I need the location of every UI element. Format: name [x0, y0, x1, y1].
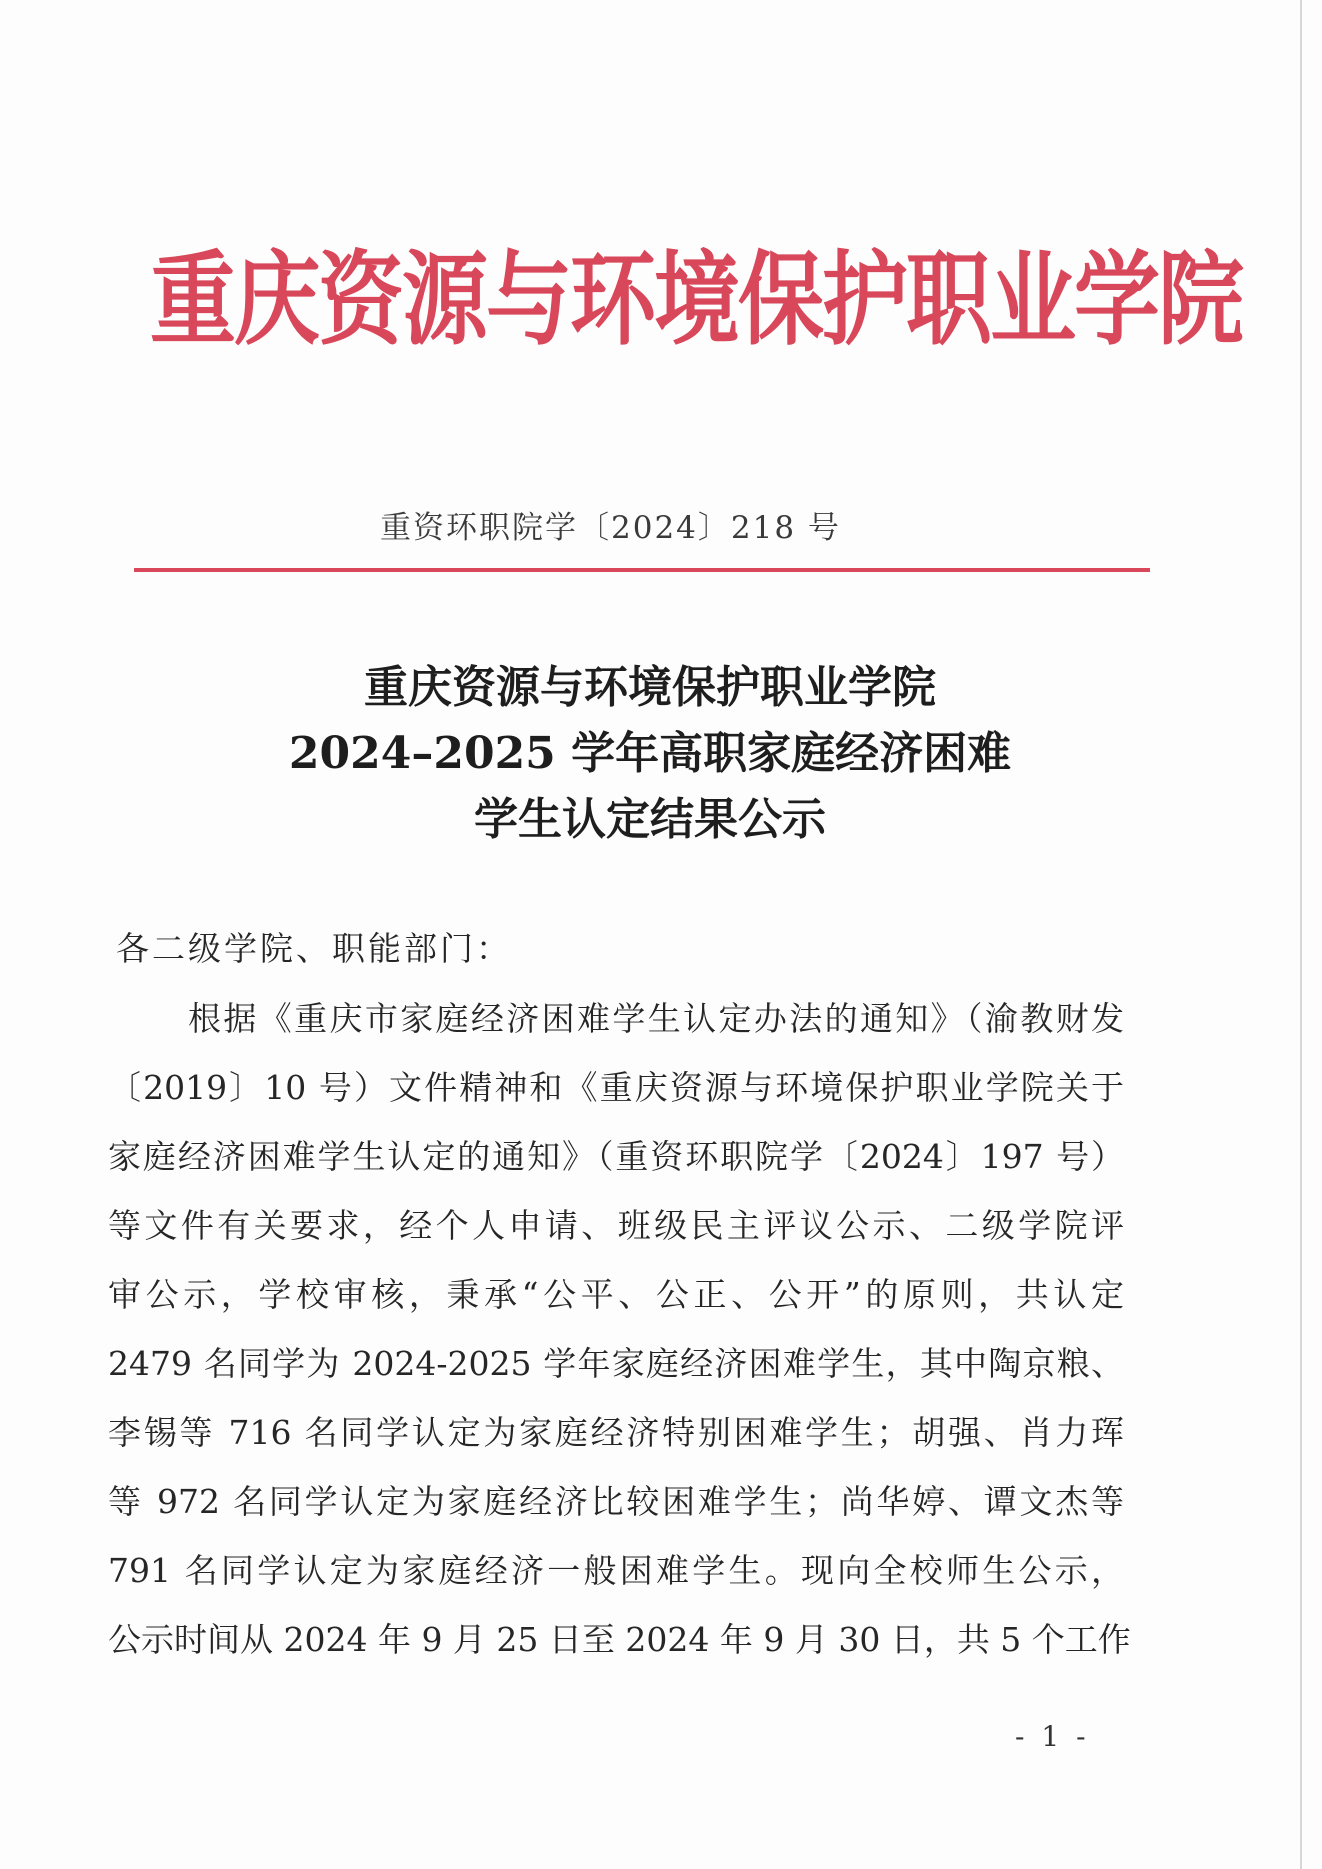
red-divider-line: [134, 568, 1150, 572]
page-number: - 1 -: [1015, 1720, 1090, 1753]
body-line-9: 791 名同学认定为家庭经济一般困难学生。现向全校师生公示，: [108, 1551, 1124, 1590]
body-line-2: 〔2019〕10 号）文件精神和《重庆资源与环境保护职业学院关于: [108, 1068, 1124, 1107]
body-line-10: 公示时间从 2024 年 9 月 25 日至 2024 年 9 月 30 日，共 5 个工作: [108, 1620, 1131, 1659]
body-line-3: 家庭经济困难学生认定的通知》（重资环职院学〔2024〕197 号）: [108, 1137, 1124, 1176]
body-line-5: 审公示，学校审核，秉承“公平、公正、公开”的原则，共认定: [108, 1275, 1124, 1314]
document-title: [150, 655, 1150, 853]
body-line-4: 等文件有关要求，经个人申请、班级民主评议公示、二级学院评: [108, 1206, 1124, 1245]
body-line-6: 2479 名同学为 2024-2025 学年家庭经济困难学生，其中陶京粮、: [108, 1344, 1124, 1383]
title-line-3: 学生认定结果公示: [474, 794, 826, 845]
institution-header: 重庆资源与环境保护职业学院: [150, 240, 1242, 360]
title-line-2: 2024–2025 学年高职家庭经济困难: [288, 728, 1012, 779]
body-line-7: 李锡等 716 名同学认定为家庭经济特别困难学生；胡强、肖力珲: [108, 1413, 1124, 1452]
scan-edge: [1300, 0, 1302, 1869]
body-line-1: 根据《重庆市家庭经济困难学生认定办法的通知》（渝教财发: [188, 999, 1124, 1038]
title-line-1: 重庆资源与环境保护职业学院: [364, 662, 936, 713]
salutation: 各二级学院、职能部门：: [116, 929, 512, 968]
body-line-8: 等 972 名同学认定为家庭经济比较困难学生；尚华婷、谭文杰等: [108, 1482, 1124, 1521]
document-number: 重资环职院学〔2024〕218 号: [380, 510, 841, 546]
